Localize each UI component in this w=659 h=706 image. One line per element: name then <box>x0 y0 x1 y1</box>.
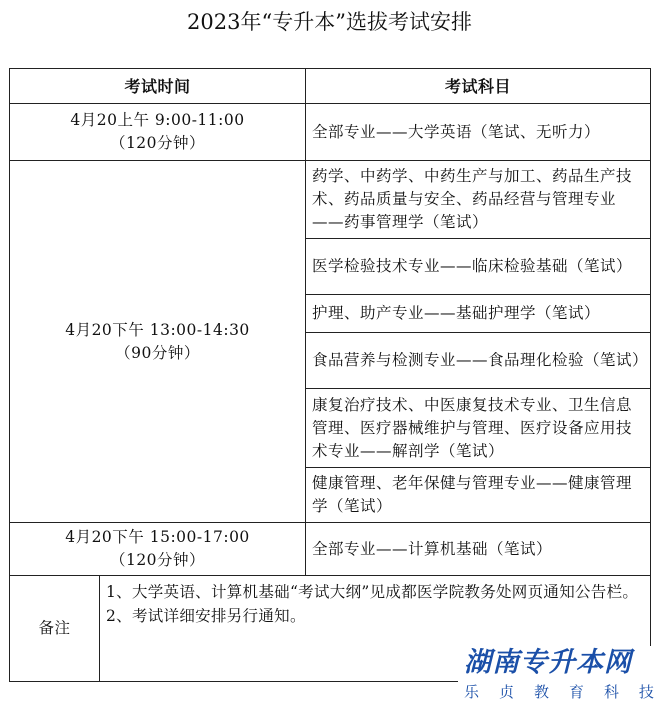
exam-subject-cell: 食品营养与检测专业——食品理化检验（笔试） <box>312 351 649 369</box>
table-border-bottom <box>9 681 458 682</box>
exam-time-range: 4月20下午 13:00-14:30 <box>65 320 250 339</box>
exam-subject-cell: 护理、助产专业——基础护理学（笔试） <box>312 304 601 322</box>
notes-label: 备注 <box>38 619 71 637</box>
note-item: 2、考试详细安排另行通知。 <box>106 607 306 625</box>
notes-column-divider <box>99 575 100 682</box>
exam-subject-cell: 全部专业——大学英语（笔试、无听力） <box>312 122 601 141</box>
note-item: 1、大学英语、计算机基础“考试大纲”见成都医学院教务处网页通知公告栏。 <box>106 583 639 601</box>
exam-duration: （90分钟） <box>115 343 200 362</box>
row-divider <box>9 575 650 576</box>
page-title: 2023年“专升本”选拔考试安排 <box>187 10 472 34</box>
header-exam-subject: 考试科目 <box>444 76 511 96</box>
exam-time-range: 4月20上午 9:00-11:00 <box>70 111 245 129</box>
watermark-char: 乐 <box>464 683 480 701</box>
watermark-char: 育 <box>568 683 584 701</box>
watermark-logo-title: 湖南专升本网 <box>464 647 632 678</box>
watermark-logo <box>458 646 658 704</box>
exam-time-cell <box>10 161 305 522</box>
exam-time-cell <box>10 523 305 575</box>
exam-subject-cell: 医学检验技术专业——临床检验基础（笔试） <box>312 257 633 275</box>
watermark-logo-subtitle <box>464 682 654 702</box>
watermark-char: 科 <box>603 683 619 701</box>
exam-subject-cell: 全部专业——计算机基础（笔试） <box>312 539 553 558</box>
exam-time-range: 4月20下午 15:00-17:00 <box>65 528 250 546</box>
exam-subject-cell: 健康管理、老年保健与管理专业——健康管理学（笔试） <box>312 474 633 515</box>
exam-subject-cell: 康复治疗技术、中医康复技术专业、卫生信息管理、医疗器械维护与管理、医疗设备应用技术专业——解剖学（笔试） <box>312 395 633 460</box>
exam-time-cell <box>10 104 305 160</box>
exam-duration: （120分钟） <box>109 134 206 152</box>
header-exam-time: 考试时间 <box>124 76 191 96</box>
watermark-char: 技 <box>638 683 654 701</box>
column-divider <box>305 68 306 576</box>
exam-duration: （120分钟） <box>109 551 206 569</box>
table-border-right <box>650 68 651 648</box>
watermark-char: 教 <box>533 683 549 701</box>
watermark-char: 贞 <box>498 683 514 701</box>
exam-subject-cell: 药学、中药学、中药生产与加工、药品生产技术、药品质量与安全、药品经营与管理专业——药事管理学（笔试） <box>312 167 633 231</box>
